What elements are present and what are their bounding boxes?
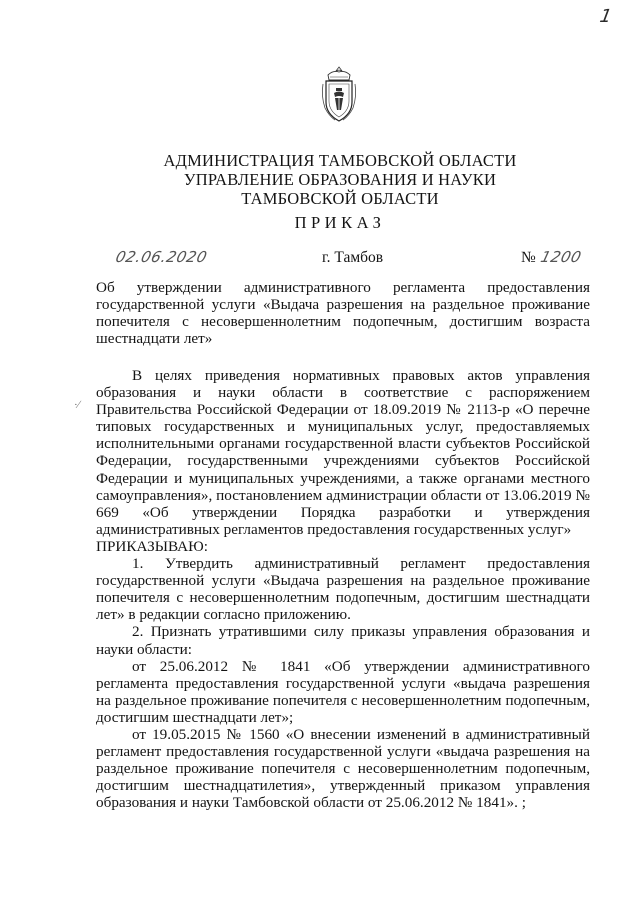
repealed-order-1560: от 19.05.2015 № 1560 «О внесении изменений в административный регламент предоставления государственной услуги «выдача разрешения на раздельное проживание попечителя с несовершеннолетним подопечным, достигшим шестнадцатилетия», утвержденный приказом управления образования и науки Тамбовской области от 25.06.2012 № 1841». ; xyxy=(96,725,590,812)
clause-2: 2. Признать утратившими силу приказы управления образования и науки области: xyxy=(96,623,590,658)
preamble-paragraph: В целях приведения нормативных правовых актов управления образования и науки области в соответствие с распоряжением Правительства Российской Федерации от 18.09.2019 № 2113-р «О перечне типовых государственных и муниципальных услуг, предоставляемых исполнительными органами государственной власти субъектов Российской Федерации, государственными учреждениями субъектов Российской Федерации и муниципальных учреждениями, а также органами местного самоуправления», постановлением администрации области от 13.06.2019 № 669 «Об утверждении Порядка разработки и утверждения административных регламентов предоставления государственных услуг» xyxy=(96,367,590,538)
order-body xyxy=(96,367,590,811)
city-label: г. Тамбов xyxy=(322,249,384,266)
header-line-administration: АДМИНИСТРАЦИЯ ТАМБОВСКОЙ ОБЛАСТИ xyxy=(163,151,517,170)
repealed-order-1841: от 25.06.2012 № 1841 «Об утверждении административного регламента предоставления государственной услуги «выдача разрешения на раздельное проживание попечителя с несовершеннолетним подопечным, достигшим шестнадцати лет»; xyxy=(96,657,590,726)
clause-1: 1. Утвердить административный регламент предоставления государственной услуги «Выдача разрешения на раздельное проживание попечителя с несовершеннолетним подопечным, достигшим шестнадцати лет» в редакции согласно приложению. xyxy=(96,555,590,624)
organization-header xyxy=(120,151,560,208)
handwritten-date: 02.06.2020 xyxy=(113,248,210,266)
handwritten-order-number: 1200 xyxy=(538,248,584,266)
document-type-title: ПРИКАЗ xyxy=(294,213,386,232)
header-line-department: УПРАВЛЕНИЕ ОБРАЗОВАНИЯ И НАУКИ xyxy=(183,170,497,189)
order-title: Об утверждении административного регламента предоставления государственной услуги «Выдача разрешения на раздельное проживание попечителя с несовершеннолетним подопечным, достигшим возраста шестнадцати лет» xyxy=(96,279,590,347)
order-directive: ПРИКАЗЫВАЮ: xyxy=(96,537,208,555)
tambov-coat-of-arms-icon xyxy=(319,66,359,124)
margin-mark: ·∕ xyxy=(74,399,80,411)
handwritten-page-number: 1 xyxy=(598,6,614,27)
header-line-region: ТАМБОВСКОЙ ОБЛАСТИ xyxy=(241,189,439,208)
order-number-prefix: № xyxy=(521,249,536,266)
